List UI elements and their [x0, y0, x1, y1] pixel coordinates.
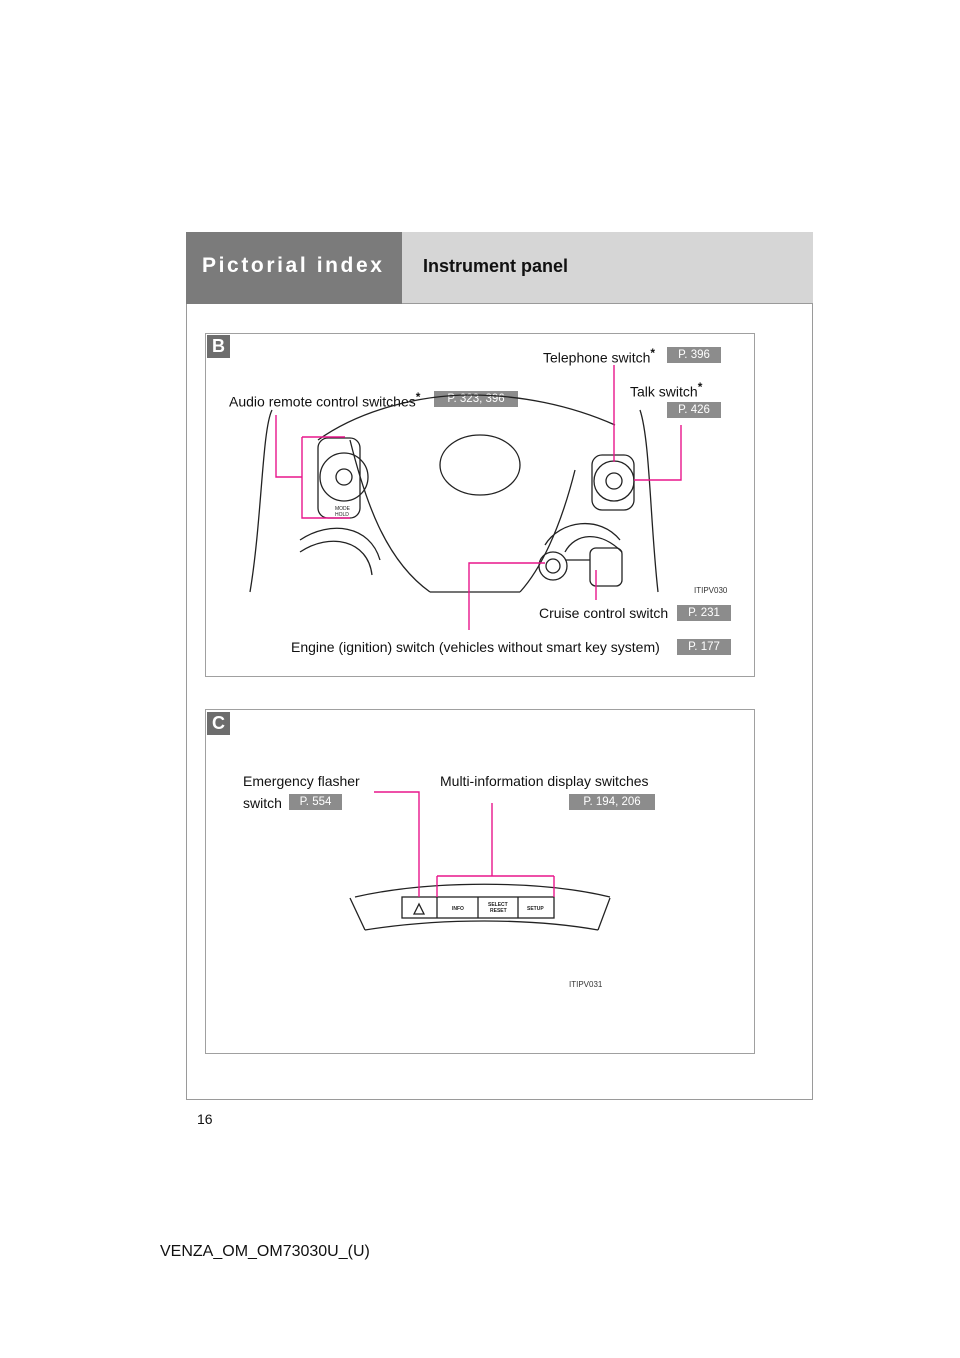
select-button-text: SELECT: [488, 902, 508, 908]
mode-text: MODE: [335, 506, 350, 512]
cruise-control-ref[interactable]: P. 231: [677, 605, 731, 621]
cruise-control-label: Cruise control switch: [539, 605, 669, 621]
multi-info-ref[interactable]: P. 194, 206: [569, 794, 655, 810]
talk-switch-ref[interactable]: P. 426: [667, 402, 721, 418]
telephone-switch-ref[interactable]: P. 396: [667, 347, 721, 363]
image-code-b: ITIPV030: [694, 586, 728, 595]
leader-lines-c: [374, 792, 554, 897]
info-button-text: INFO: [452, 906, 464, 912]
footer-code: VENZA_OM_OM73030U_(U): [160, 1243, 370, 1260]
page-number: 16: [197, 1111, 213, 1127]
engine-switch-label: Engine (ignition) switch (vehicles without smart key system): [291, 639, 660, 655]
flasher-label-line2: switch: [243, 795, 282, 811]
reset-button-text: RESET: [490, 908, 507, 914]
talk-switch-label: Talk switch*: [630, 380, 703, 400]
multi-info-label: Multi-information display switches: [440, 773, 649, 789]
wheel-text: [335, 506, 351, 518]
engine-switch-ref[interactable]: P. 177: [677, 639, 731, 655]
page-title: Instrument panel: [423, 256, 569, 276]
flasher-label-line1: Emergency flasher: [243, 773, 360, 789]
dashboard-text: [452, 902, 544, 914]
flasher-ref[interactable]: P. 554: [289, 794, 342, 810]
image-code-c: ITIPV031: [569, 980, 603, 989]
audio-switches-ref[interactable]: P. 323, 396: [434, 391, 518, 407]
panel-b-badge: B: [207, 335, 230, 358]
leader-lines-b: [276, 365, 681, 630]
section-title: Pictorial index: [202, 254, 385, 277]
audio-switches-label: Audio remote control switches*: [229, 390, 421, 410]
steering-wheel-illustration: [250, 395, 658, 592]
setup-button-text: SETUP: [527, 906, 544, 912]
dashboard-illustration: [350, 884, 610, 930]
hold-text: HOLD: [335, 512, 349, 518]
panel-c-badge: C: [207, 712, 230, 735]
telephone-switch-label: Telephone switch*: [543, 346, 656, 366]
